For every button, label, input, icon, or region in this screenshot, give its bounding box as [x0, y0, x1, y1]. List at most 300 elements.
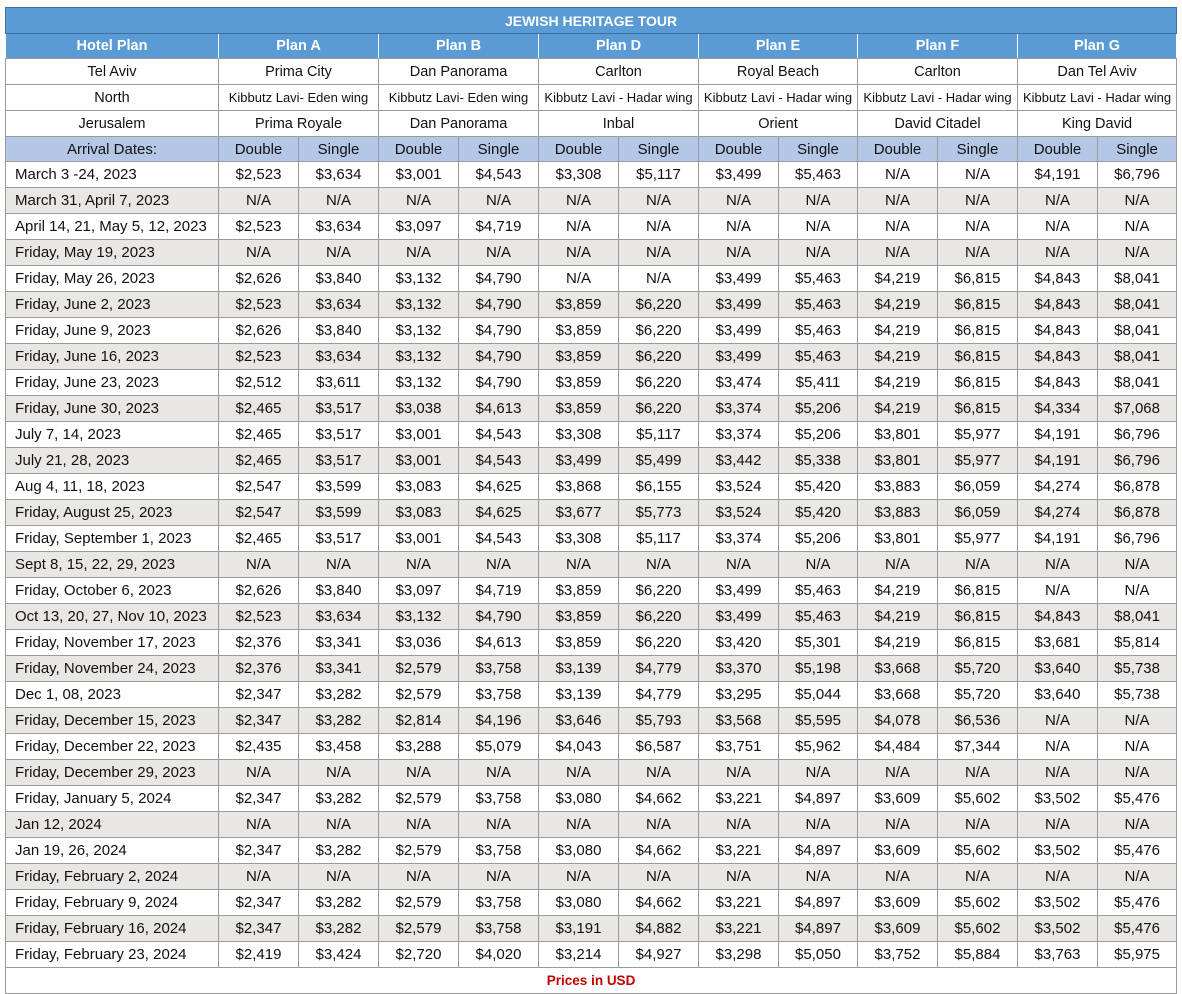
- price-cell: $3,308: [539, 422, 619, 448]
- table-row: [6, 942, 1177, 968]
- price-cell: $5,884: [938, 942, 1018, 968]
- price-cell: N/A: [459, 812, 539, 838]
- room-type-header: Single: [938, 137, 1018, 162]
- table-row: [6, 682, 1177, 708]
- price-cell: N/A: [779, 812, 858, 838]
- price-cell: $2,547: [219, 474, 299, 500]
- arrival-date: Friday, December 22, 2023: [6, 734, 219, 760]
- arrival-date: Aug 4, 11, 18, 2023: [6, 474, 219, 500]
- price-cell: N/A: [459, 760, 539, 786]
- arrival-date: Friday, February 2, 2024: [6, 864, 219, 890]
- table-row: [6, 708, 1177, 734]
- plan-header: Plan F: [858, 34, 1018, 59]
- table-row: [6, 916, 1177, 942]
- table-row: [6, 474, 1177, 500]
- price-cell: $3,080: [539, 838, 619, 864]
- price-table: [5, 7, 1177, 994]
- price-cell: $3,677: [539, 500, 619, 526]
- price-cell: $4,790: [459, 292, 539, 318]
- price-cell: $3,668: [858, 656, 938, 682]
- price-cell: $3,001: [379, 422, 459, 448]
- room-type-header: Double: [219, 137, 299, 162]
- price-cell: N/A: [1098, 864, 1177, 890]
- price-cell: $6,796: [1098, 162, 1177, 188]
- price-cell: $5,738: [1098, 656, 1177, 682]
- city-label: Jerusalem: [6, 111, 219, 137]
- price-cell: $3,221: [699, 786, 779, 812]
- price-cell: N/A: [1098, 214, 1177, 240]
- price-cell: $3,751: [699, 734, 779, 760]
- price-cell: $3,859: [539, 578, 619, 604]
- hotel-name: Kibbutz Lavi- Eden wing: [219, 85, 379, 111]
- price-cell: $3,758: [459, 916, 539, 942]
- price-cell: $4,719: [459, 578, 539, 604]
- price-cell: $3,640: [1018, 682, 1098, 708]
- price-cell: $4,543: [459, 422, 539, 448]
- arrival-date: March 3 -24, 2023: [6, 162, 219, 188]
- room-type-header: Double: [1018, 137, 1098, 162]
- price-cell: $4,078: [858, 708, 938, 734]
- price-cell: N/A: [539, 240, 619, 266]
- arrival-date: Friday, June 23, 2023: [6, 370, 219, 396]
- price-cell: N/A: [219, 240, 299, 266]
- price-cell: $5,595: [779, 708, 858, 734]
- price-cell: N/A: [539, 214, 619, 240]
- price-cell: $3,374: [699, 422, 779, 448]
- price-cell: $3,859: [539, 344, 619, 370]
- price-cell: $2,523: [219, 214, 299, 240]
- price-cell: $3,634: [299, 604, 379, 630]
- price-cell: $3,282: [299, 786, 379, 812]
- price-cell: $3,132: [379, 318, 459, 344]
- price-cell: N/A: [459, 552, 539, 578]
- price-cell: $4,897: [779, 786, 858, 812]
- room-type-header: Single: [299, 137, 379, 162]
- price-cell: $5,602: [938, 916, 1018, 942]
- price-cell: $3,442: [699, 448, 779, 474]
- price-cell: $3,214: [539, 942, 619, 968]
- price-cell: $3,634: [299, 292, 379, 318]
- price-cell: $5,117: [619, 526, 699, 552]
- price-cell: $3,758: [459, 890, 539, 916]
- plan-header-row: [6, 34, 1177, 59]
- price-cell: N/A: [779, 760, 858, 786]
- price-cell: $2,347: [219, 682, 299, 708]
- arrival-date: Friday, February 9, 2024: [6, 890, 219, 916]
- arrival-date: July 21, 28, 2023: [6, 448, 219, 474]
- price-cell: $4,219: [858, 396, 938, 422]
- price-cell: $2,814: [379, 708, 459, 734]
- price-cell: $3,282: [299, 682, 379, 708]
- price-cell: $8,041: [1098, 604, 1177, 630]
- hotel-name: Royal Beach: [699, 59, 858, 85]
- price-cell: $2,376: [219, 630, 299, 656]
- price-cell: $6,059: [938, 500, 1018, 526]
- plan-header: Plan B: [379, 34, 539, 59]
- price-cell: N/A: [1018, 240, 1098, 266]
- table-row: [6, 344, 1177, 370]
- price-cell: N/A: [539, 760, 619, 786]
- hotel-name: Dan Panorama: [379, 59, 539, 85]
- price-cell: N/A: [938, 240, 1018, 266]
- price-cell: N/A: [299, 188, 379, 214]
- price-cell: $4,843: [1018, 370, 1098, 396]
- price-cell: $3,840: [299, 578, 379, 604]
- price-cell: $2,465: [219, 526, 299, 552]
- table-row: [6, 370, 1177, 396]
- price-cell: $4,196: [459, 708, 539, 734]
- hotel-row-north: [6, 85, 1177, 111]
- price-cell: $3,499: [699, 162, 779, 188]
- price-cell: $5,301: [779, 630, 858, 656]
- table-row: [6, 240, 1177, 266]
- price-cell: $3,517: [299, 422, 379, 448]
- price-cell: $3,139: [539, 682, 619, 708]
- price-cell: $6,220: [619, 396, 699, 422]
- price-cell: $3,083: [379, 474, 459, 500]
- price-cell: $3,758: [459, 682, 539, 708]
- price-cell: N/A: [1098, 578, 1177, 604]
- price-cell: N/A: [1018, 188, 1098, 214]
- price-cell: $4,543: [459, 448, 539, 474]
- hotel-name: Carlton: [858, 59, 1018, 85]
- price-cell: N/A: [1098, 240, 1177, 266]
- price-cell: $3,341: [299, 630, 379, 656]
- price-cell: $5,117: [619, 162, 699, 188]
- price-cell: N/A: [779, 864, 858, 890]
- arrival-date: Friday, June 9, 2023: [6, 318, 219, 344]
- price-cell: $5,720: [938, 682, 1018, 708]
- price-cell: $3,883: [858, 474, 938, 500]
- price-cell: N/A: [938, 162, 1018, 188]
- price-cell: $3,752: [858, 942, 938, 968]
- price-cell: $3,681: [1018, 630, 1098, 656]
- table-row: [6, 812, 1177, 838]
- price-cell: $5,814: [1098, 630, 1177, 656]
- hotel-name: Dan Tel Aviv: [1018, 59, 1177, 85]
- price-cell: $5,602: [938, 838, 1018, 864]
- price-cell: $4,790: [459, 604, 539, 630]
- hotel-name: Dan Panorama: [379, 111, 539, 137]
- price-cell: $3,859: [539, 396, 619, 422]
- price-cell: $3,036: [379, 630, 459, 656]
- price-cell: N/A: [1098, 708, 1177, 734]
- price-cell: N/A: [1018, 578, 1098, 604]
- table-row: [6, 266, 1177, 292]
- arrival-date: Friday, May 26, 2023: [6, 266, 219, 292]
- price-cell: $8,041: [1098, 318, 1177, 344]
- price-cell: $3,374: [699, 526, 779, 552]
- arrival-date: April 14, 21, May 5, 12, 2023: [6, 214, 219, 240]
- price-cell: N/A: [779, 552, 858, 578]
- price-cell: $6,815: [938, 604, 1018, 630]
- price-cell: $4,843: [1018, 344, 1098, 370]
- price-cell: $3,132: [379, 266, 459, 292]
- price-cell: $2,579: [379, 656, 459, 682]
- price-cell: N/A: [779, 240, 858, 266]
- price-cell: $5,198: [779, 656, 858, 682]
- price-cell: $3,801: [858, 526, 938, 552]
- price-cell: N/A: [459, 240, 539, 266]
- price-cell: N/A: [539, 864, 619, 890]
- price-cell: $3,801: [858, 448, 938, 474]
- price-cell: $2,579: [379, 682, 459, 708]
- price-cell: $3,132: [379, 292, 459, 318]
- price-cell: $5,476: [1098, 838, 1177, 864]
- price-cell: N/A: [1018, 864, 1098, 890]
- price-cell: $4,274: [1018, 500, 1098, 526]
- price-cell: N/A: [299, 760, 379, 786]
- price-cell: N/A: [858, 552, 938, 578]
- price-cell: $4,219: [858, 344, 938, 370]
- price-cell: $5,411: [779, 370, 858, 396]
- price-cell: $2,347: [219, 708, 299, 734]
- price-cell: $3,502: [1018, 786, 1098, 812]
- price-cell: $4,897: [779, 890, 858, 916]
- price-cell: N/A: [858, 162, 938, 188]
- arrival-date: Friday, December 29, 2023: [6, 760, 219, 786]
- price-cell: N/A: [858, 240, 938, 266]
- price-cell: $3,883: [858, 500, 938, 526]
- price-cell: N/A: [699, 240, 779, 266]
- table-row: [6, 864, 1177, 890]
- table-title: JEWISH HERITAGE TOUR: [6, 8, 1177, 34]
- hotel-name: Carlton: [539, 59, 699, 85]
- price-cell: $8,041: [1098, 370, 1177, 396]
- price-cell: $6,815: [938, 578, 1018, 604]
- price-cell: $3,080: [539, 890, 619, 916]
- price-cell: N/A: [219, 552, 299, 578]
- price-cell: $4,790: [459, 370, 539, 396]
- table-row: [6, 188, 1177, 214]
- price-cell: $6,815: [938, 370, 1018, 396]
- hotel-name: Kibbutz Lavi - Hadar wing: [699, 85, 858, 111]
- table-row: [6, 422, 1177, 448]
- price-cell: N/A: [619, 864, 699, 890]
- price-cell: $4,219: [858, 318, 938, 344]
- price-cell: $4,219: [858, 266, 938, 292]
- hotel-name: David Citadel: [858, 111, 1018, 137]
- price-cell: $2,419: [219, 942, 299, 968]
- price-cell: N/A: [539, 552, 619, 578]
- price-cell: $6,815: [938, 396, 1018, 422]
- plan-header: Plan G: [1018, 34, 1177, 59]
- room-type-header: Single: [619, 137, 699, 162]
- plan-header: Plan A: [219, 34, 379, 59]
- price-cell: $5,463: [779, 344, 858, 370]
- price-cell: N/A: [379, 188, 459, 214]
- price-cell: $6,878: [1098, 500, 1177, 526]
- price-cell: $3,001: [379, 526, 459, 552]
- price-cell: $4,790: [459, 344, 539, 370]
- price-cell: $3,474: [699, 370, 779, 396]
- price-cell: $4,843: [1018, 604, 1098, 630]
- price-cell: $6,878: [1098, 474, 1177, 500]
- table-row: [6, 162, 1177, 188]
- price-cell: $5,206: [779, 396, 858, 422]
- price-cell: $3,859: [539, 318, 619, 344]
- hotel-name: Inbal: [539, 111, 699, 137]
- price-cell: $4,219: [858, 630, 938, 656]
- price-cell: $6,815: [938, 630, 1018, 656]
- price-cell: N/A: [779, 188, 858, 214]
- price-cell: $3,083: [379, 500, 459, 526]
- price-cell: $3,859: [539, 604, 619, 630]
- price-cell: $2,626: [219, 318, 299, 344]
- price-cell: N/A: [619, 240, 699, 266]
- price-cell: $3,288: [379, 734, 459, 760]
- price-cell: $7,068: [1098, 396, 1177, 422]
- price-cell: $5,079: [459, 734, 539, 760]
- room-type-header: Single: [779, 137, 858, 162]
- price-cell: $5,738: [1098, 682, 1177, 708]
- price-cell: $3,758: [459, 786, 539, 812]
- footer-row: [6, 968, 1177, 994]
- arrival-date: Friday, November 24, 2023: [6, 656, 219, 682]
- price-cell: N/A: [938, 760, 1018, 786]
- price-cell: N/A: [619, 214, 699, 240]
- price-cell: $3,132: [379, 604, 459, 630]
- price-cell: N/A: [858, 188, 938, 214]
- price-cell: N/A: [299, 240, 379, 266]
- price-cell: $5,117: [619, 422, 699, 448]
- table-row: [6, 500, 1177, 526]
- table-row: [6, 318, 1177, 344]
- price-cell: $4,843: [1018, 318, 1098, 344]
- arrival-date: Friday, October 6, 2023: [6, 578, 219, 604]
- price-cell: $3,097: [379, 578, 459, 604]
- price-cell: $3,080: [539, 786, 619, 812]
- price-cell: $3,859: [539, 292, 619, 318]
- price-cell: N/A: [219, 864, 299, 890]
- price-cell: $4,779: [619, 656, 699, 682]
- price-cell: $4,543: [459, 526, 539, 552]
- price-cell: $5,206: [779, 422, 858, 448]
- price-cell: $3,502: [1018, 916, 1098, 942]
- price-cell: $3,609: [858, 916, 938, 942]
- price-cell: $2,720: [379, 942, 459, 968]
- price-cell: $4,613: [459, 396, 539, 422]
- price-cell: N/A: [1018, 812, 1098, 838]
- price-cell: $5,463: [779, 604, 858, 630]
- price-cell: N/A: [1098, 552, 1177, 578]
- price-cell: N/A: [379, 240, 459, 266]
- price-cell: $4,927: [619, 942, 699, 968]
- price-cell: $5,476: [1098, 786, 1177, 812]
- arrival-date: March 31, April 7, 2023: [6, 188, 219, 214]
- price-cell: N/A: [539, 188, 619, 214]
- price-cell: $5,463: [779, 578, 858, 604]
- hotel-name: Kibbutz Lavi - Hadar wing: [539, 85, 699, 111]
- room-type-header: Double: [858, 137, 938, 162]
- price-cell: $6,587: [619, 734, 699, 760]
- price-cell: $5,977: [938, 448, 1018, 474]
- arrival-date: Friday, September 1, 2023: [6, 526, 219, 552]
- price-cell: $8,041: [1098, 292, 1177, 318]
- price-cell: N/A: [858, 812, 938, 838]
- price-cell: $5,977: [938, 526, 1018, 552]
- price-cell: $2,512: [219, 370, 299, 396]
- price-cell: $6,815: [938, 292, 1018, 318]
- table-row: [6, 214, 1177, 240]
- price-cell: N/A: [699, 188, 779, 214]
- price-cell: $2,523: [219, 604, 299, 630]
- table-row: [6, 838, 1177, 864]
- price-cell: $3,634: [299, 344, 379, 370]
- price-cell: $5,463: [779, 292, 858, 318]
- price-cell: $5,463: [779, 266, 858, 292]
- price-cell: $3,370: [699, 656, 779, 682]
- price-cell: $3,568: [699, 708, 779, 734]
- price-cell: N/A: [219, 760, 299, 786]
- price-cell: $4,843: [1018, 266, 1098, 292]
- price-cell: $3,420: [699, 630, 779, 656]
- price-cell: $2,626: [219, 578, 299, 604]
- price-cell: $5,420: [779, 500, 858, 526]
- price-cell: $5,476: [1098, 916, 1177, 942]
- price-cell: $3,221: [699, 916, 779, 942]
- price-cell: $4,625: [459, 500, 539, 526]
- plan-header: Plan E: [699, 34, 858, 59]
- table-row: [6, 578, 1177, 604]
- price-cell: $5,602: [938, 890, 1018, 916]
- price-cell: $6,220: [619, 630, 699, 656]
- price-cell: $2,523: [219, 162, 299, 188]
- price-cell: $3,758: [459, 838, 539, 864]
- price-cell: N/A: [219, 188, 299, 214]
- price-cell: N/A: [938, 812, 1018, 838]
- price-cell: N/A: [1018, 734, 1098, 760]
- price-cell: $6,155: [619, 474, 699, 500]
- arrival-date: Friday, January 5, 2024: [6, 786, 219, 812]
- price-cell: $8,041: [1098, 266, 1177, 292]
- price-cell: $5,720: [938, 656, 1018, 682]
- price-cell: $4,543: [459, 162, 539, 188]
- price-cell: $8,041: [1098, 344, 1177, 370]
- arrival-date: Dec 1, 08, 2023: [6, 682, 219, 708]
- arrival-date: Friday, February 16, 2024: [6, 916, 219, 942]
- price-cell: $3,758: [459, 656, 539, 682]
- price-cell: $4,790: [459, 318, 539, 344]
- price-cell: $3,341: [299, 656, 379, 682]
- arrival-date: Friday, November 17, 2023: [6, 630, 219, 656]
- hotel-name: King David: [1018, 111, 1177, 137]
- price-cell: $3,221: [699, 890, 779, 916]
- price-cell: $4,779: [619, 682, 699, 708]
- price-cell: $4,613: [459, 630, 539, 656]
- price-cell: $6,220: [619, 604, 699, 630]
- price-cell: $4,219: [858, 604, 938, 630]
- price-cell: $2,347: [219, 786, 299, 812]
- price-cell: $3,308: [539, 526, 619, 552]
- price-cell: $3,282: [299, 708, 379, 734]
- price-cell: $2,347: [219, 916, 299, 942]
- arrival-date: Sept 8, 15, 22, 29, 2023: [6, 552, 219, 578]
- hotel-row-tel-aviv: [6, 59, 1177, 85]
- table-row: [6, 760, 1177, 786]
- price-cell: $3,221: [699, 838, 779, 864]
- price-cell: $3,499: [539, 448, 619, 474]
- price-cell: $5,463: [779, 318, 858, 344]
- price-cell: N/A: [699, 812, 779, 838]
- price-cell: N/A: [619, 812, 699, 838]
- table-row: [6, 526, 1177, 552]
- price-cell: $5,206: [779, 526, 858, 552]
- price-cell: N/A: [1018, 214, 1098, 240]
- price-cell: N/A: [1018, 760, 1098, 786]
- table-row: [6, 786, 1177, 812]
- price-cell: N/A: [619, 188, 699, 214]
